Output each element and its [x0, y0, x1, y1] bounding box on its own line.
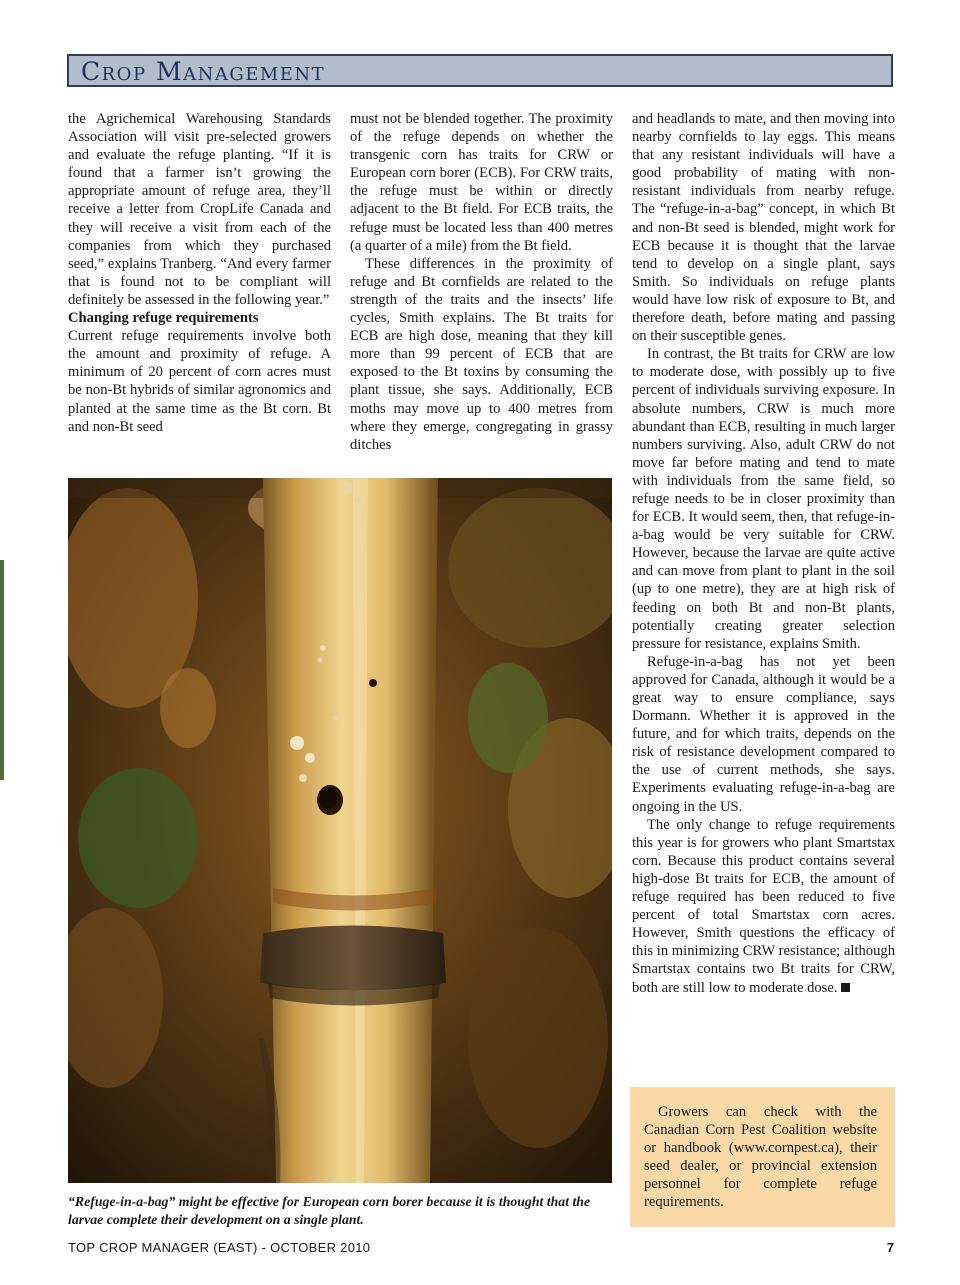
- photo-caption: “Refuge-in-a-bag” might be effective for European corn borer because it is thought that the larvae complete their development on a single plant.: [68, 1194, 591, 1227]
- paragraph: the Agrichemical Warehousing Standards Association will visit pre-selected growers and evaluate the refuge planting. “If it is found that a farmer isn’t growing the appropriate amount of refuge area, they’ll receive a letter from CropLife Canada and they will receive a visit from each of the companies from which they purchased seed,” explains Tranberg. “And every farmer that is found not to be compliant will definitely be assessed in the following year.”: [68, 111, 331, 308]
- article-column-3: [632, 110, 895, 997]
- paragraph: In contrast, the Bt traits for CRW are low to moderate dose, with possibly up to five percent of individuals surviving exposure. In absolute numbers, CRW is much more abundant than ECB, resulting in much larger numbers surviving. Also, adult CRW do not move far before mating and tend to mate with individuals from the same field, so refuge needs to be in closer proximity than for ECB. It would seem, then, that refuge-in-a-bag would be very suitable for CRW. However, because the larvae are quite active and can move from plant to plant in the soil (up to one metre), they are at high risk of feeding on both Bt and non-Bt plants, potentially creating greater selection pressure for resistance, explains Smith.: [632, 346, 895, 652]
- footer-publication: TOP CROP MANAGER (EAST) - OCTOBER 2010: [68, 1240, 371, 1255]
- paragraph: must not be blended together. The proximity of the refuge depends on whether the transgenic corn has traits for CRW or European corn borer (ECB). For CRW traits, the refuge must be within or directly adjacent to the Bt field. For ECB traits, the refuge must be located less than 400 metres (a quarter of a mile) from the Bt field.: [350, 111, 613, 254]
- end-of-article-mark: [841, 983, 850, 992]
- paragraph: Current refuge requirements involve both the amount and proximity of refuge. A minimum of 20 percent of corn acres must be non-Bt hybrids of similar agronomics and planted at the same time as the Bt corn. Bt and non-Bt seed: [68, 328, 331, 435]
- paragraph-text: The only change to refuge requirements this year is for growers who plant Smartstax corn. Because this product contains several high-dose Bt traits for ECB, the amount of refuge required has been reduced to five percent of total Smartstax corn acres. However, Smith questions the efficacy of this in minimizing CRW resistance; although Smartstax contains two Bt traits for CRW, both are still low to moderate dose.: [632, 816, 895, 996]
- section-header: [67, 54, 893, 87]
- paragraph: Refuge-in-a-bag has not yet been approved for Canada, although it would be a great way to ensure compliance, says Dormann. Whether it is approved in the future, and for which traits, depends on the risk of resistance development compared to the use of current methods, she says. Experiments evaluating refuge-in-a-bag are ongoing in the US.: [632, 653, 895, 815]
- page-number: 7: [886, 1240, 894, 1255]
- subheading: Changing refuge requirements: [68, 310, 259, 327]
- section-title: Crop Management: [81, 57, 326, 86]
- article-column-1: [68, 110, 331, 436]
- page-edge-strip: [0, 560, 4, 780]
- info-sidebar-box: [630, 1087, 895, 1227]
- corn-stalk-photo: [68, 478, 612, 1183]
- paragraph-final: [632, 816, 895, 997]
- sidebar-text: Growers can check with the Canadian Corn Pest Coalition website or handbook (www.cornpest.ca), their seed dealer, or provincial extension personnel for complete refuge requirements.: [644, 1104, 877, 1211]
- article-column-2: [350, 110, 613, 454]
- paragraph: and headlands to mate, and then moving into nearby cornfields to lay eggs. This means that any resistant individuals will have a good probability of mating with non-resistant individuals from nearby refuge. The “refuge-in-a-bag” concept, in which Bt and non-Bt seed is blended, might work for ECB because it is thought that the larvae tend to develop on a single plant, says Smith. So individuals on refuge plants would have low risk of exposure to Bt, and therefore death, before mating and passing on their susceptible genes.: [632, 111, 895, 345]
- paragraph: These differences in the proximity of refuge and Bt cornfields are related to the strength of the traits and the insects’ life cycles, Smith explains. The Bt traits for ECB are high dose, meaning that they kill more than 99 percent of ECB that are exposed to the Bt toxins by consuming the plant tissue, she says. Additionally, ECB moths may move up to 400 metres from where they emerge, congregating in grassy ditches: [350, 255, 613, 453]
